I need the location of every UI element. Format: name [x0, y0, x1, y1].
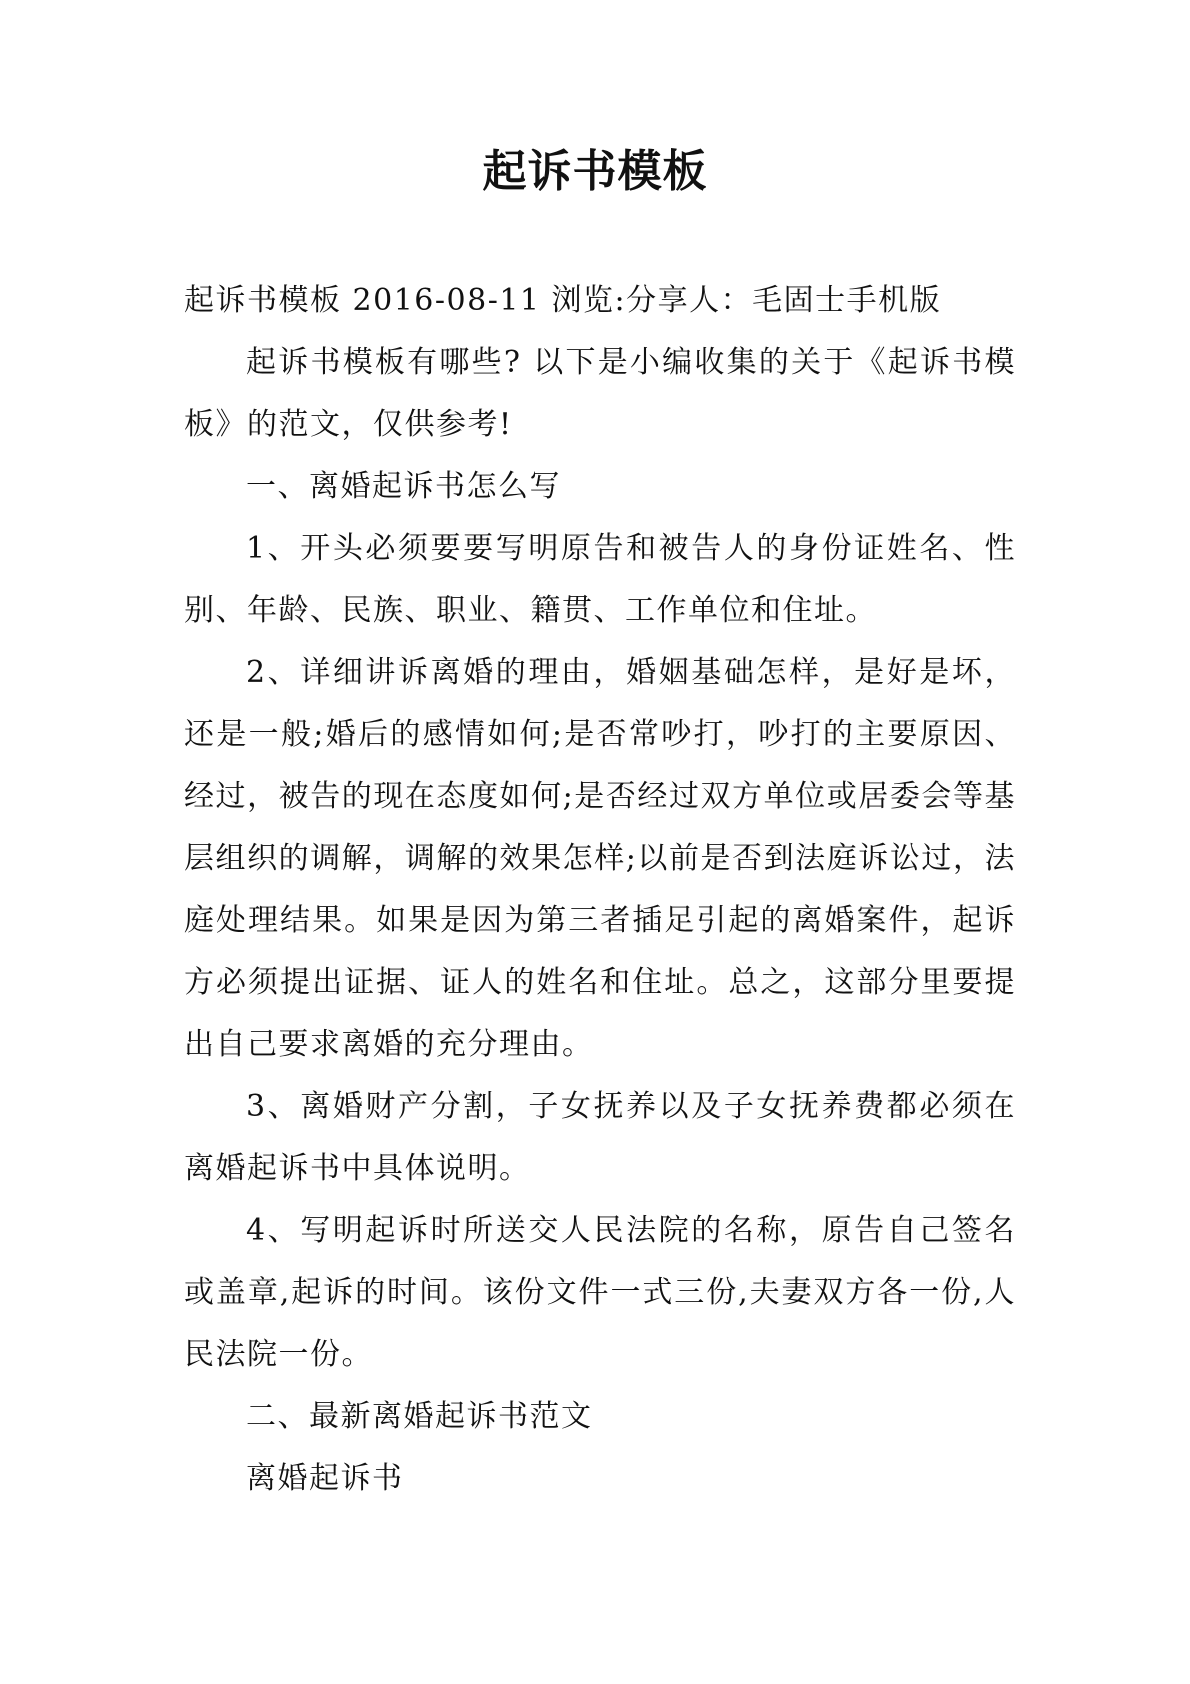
paragraph-point-1: 1、开头必须要要写明原告和被告人的身份证姓名、性别、年龄、民族、职业、籍贯、工作单位和住址。 — [184, 531, 1016, 628]
section-heading-how-to-write: 一、离婚起诉书怎么写 — [246, 469, 561, 504]
document-title: 起诉书模板 — [482, 146, 708, 197]
paragraph-point-3: 3、离婚财产分割，子女抚养以及子女抚养费都必须在离婚起诉书中具体说明。 — [184, 1089, 1016, 1186]
section-heading-sample: 二、最新离婚起诉书范文 — [246, 1399, 593, 1434]
sample-title: 离婚起诉书 — [246, 1461, 404, 1496]
paragraph-point-2: 2、详细讲诉离婚的理由，婚姻基础怎样，是好是坏，还是一般;婚后的感情如何;是否常吵打，吵打的主要原因、经过，被告的现在态度如何;是否经过双方单位或居委会等基层组织的调解，调解的效果怎样;以前是否到法庭诉讼过，法庭处理结果。如果是因为第三者插足引起的离婚案件，起诉方必须提出证据、证人的姓名和住址。总之，这部分里要提出自己要求离婚的充分理由。 — [184, 655, 1016, 1062]
document-body — [184, 270, 1016, 1510]
intro-paragraph: 起诉书模板有哪些? 以下是小编收集的关于《起诉书模板》的范文，仅供参考! — [184, 345, 1016, 442]
paragraph-point-4: 4、写明起诉时所送交人民法院的名称，原告自己签名或盖章,起诉的时间。该份文件一式三份,夫妻双方各一份,人民法院一份。 — [184, 1213, 1016, 1372]
meta-line: 起诉书模板 2016-08-11 浏览:分享人：毛固士手机版 — [184, 283, 942, 318]
